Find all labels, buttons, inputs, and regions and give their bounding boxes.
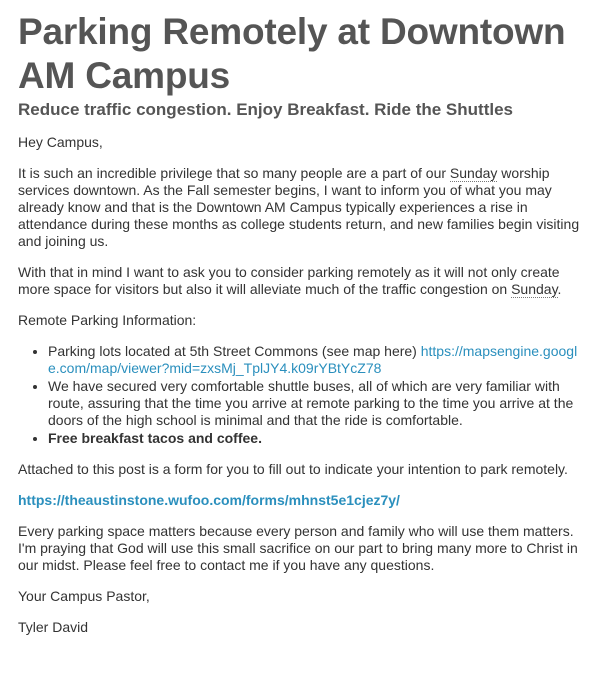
paragraph-closing-note: Every parking space matters because every person and family who will use them matters. I'm praying that God will use this small sacrifice on our part to bring many more to Christ in our midst. Please feel free to contact me if you have any questions.	[18, 523, 578, 573]
paragraph-intro	[18, 165, 582, 250]
list-item-text: Free breakfast tacos and coffee.	[48, 430, 262, 446]
list-item	[48, 430, 582, 447]
list-item	[48, 343, 582, 377]
remote-parking-heading: Remote Parking Information:	[18, 312, 197, 328]
paragraph-request	[18, 264, 582, 298]
form-intro: Attached to this post is a form for you to fill out to indicate your intention to park remotely.	[18, 461, 568, 477]
closing: Your Campus Pastor,	[18, 588, 150, 604]
form-link-paragraph	[18, 492, 582, 509]
paragraph-intro-text-b: worship services downtown. As the Fall semester begins, I want to inform you of what you may already know and that is the Downtown AM Campus typically experiences a rise in attendance during these months as college students return, and new families begin visiting and joining us.	[18, 165, 580, 249]
list-item-text: Parking lots located at 5th Street Commons (see map here)	[48, 343, 421, 359]
remote-parking-list	[18, 343, 582, 447]
sunday-term: Sunday	[511, 281, 558, 297]
page-subtitle: Reduce traffic congestion. Enjoy Breakfast. Ride the Shuttles	[18, 100, 513, 119]
paragraph-request-text-b: .	[557, 281, 562, 297]
greeting: Hey Campus,	[18, 134, 103, 150]
paragraph-request-text-a: With that in mind I want to ask you to consider parking remotely as it will not only create more space for visitors but also it will alleviate much of the traffic congestion on	[18, 264, 560, 297]
form-link[interactable]: https://theaustinstone.wufoo.com/forms/mhnst5e1cjez7y/	[18, 492, 400, 508]
list-item	[48, 378, 582, 429]
paragraph-intro-text-a: It is such an incredible privilege that so many people are a part of our	[18, 165, 450, 181]
page-title: Parking Remotely at Downtown AM Campus	[18, 11, 566, 96]
list-item-text: We have secured very comfortable shuttle buses, all of which are very familiar with route, assuring that the time you arrive at remote parking to the time you arrive at the doors of the high school is minimal and that the ride is comfortable.	[48, 378, 574, 428]
map-link[interactable]: https://mapsengine.google.com/map/viewer?mid=zxsMj_TplJY4.k09rYBtYcZ78	[48, 343, 578, 376]
sunday-term: Sunday	[449, 165, 498, 181]
signature: Tyler David	[18, 619, 89, 635]
